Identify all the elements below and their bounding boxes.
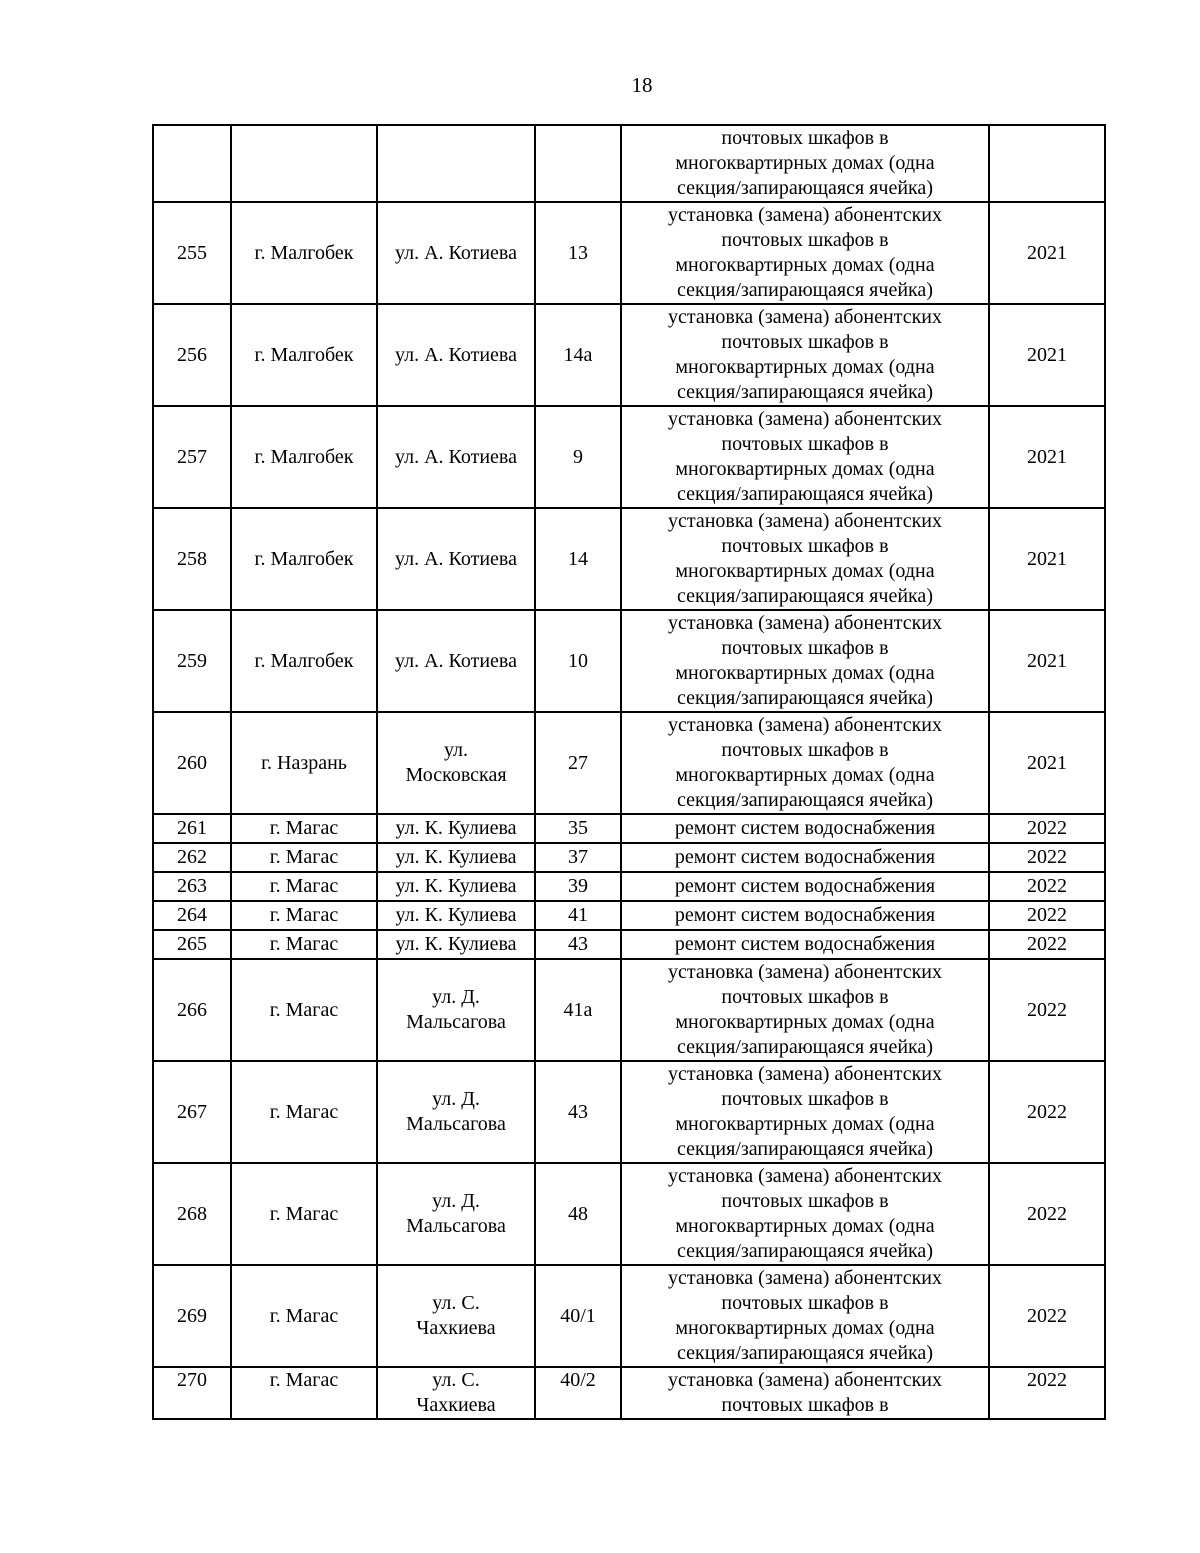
cell-city: г. Магас [231,1163,377,1265]
cell-city: г. Малгобек [231,304,377,406]
cell-num: 262 [153,843,231,872]
cell-year: 2022 [989,1265,1105,1367]
cell-house: 14а [535,304,621,406]
cell-work: установка (замена) абонентских почтовых шкафов в многоквартирных домах (одна секция/запирающаяся ячейка) [621,1061,989,1163]
cell-city: г. Магас [231,843,377,872]
cell-num: 255 [153,202,231,304]
cell-num: 257 [153,406,231,508]
cell-num: 259 [153,610,231,712]
cell-street: ул. А. Котиева [377,406,535,508]
cell-street: ул. Д. Мальсагова [377,959,535,1061]
cell-house: 35 [535,814,621,843]
cell-work: установка (замена) абонентских почтовых шкафов в многоквартирных домах (одна секция/запирающаяся ячейка) [621,1265,989,1367]
cell-num: 270 [153,1367,231,1419]
cell-house: 48 [535,1163,621,1265]
cell-work: ремонт систем водоснабжения [621,814,989,843]
table-row [153,1265,1105,1367]
cell-work: установка (замена) абонентских почтовых шкафов в [621,1367,989,1419]
cell-street [377,125,535,202]
cell-street: ул. К. Кулиева [377,814,535,843]
cell-city: г. Магас [231,1367,377,1419]
table-row [153,959,1105,1061]
cell-city: г. Магас [231,930,377,959]
cell-num: 260 [153,712,231,814]
cell-year: 2021 [989,406,1105,508]
table-row [153,843,1105,872]
cell-street: ул. А. Котиева [377,610,535,712]
cell-year: 2021 [989,202,1105,304]
cell-num: 264 [153,901,231,930]
cell-year [989,125,1105,202]
cell-house: 43 [535,1061,621,1163]
cell-street: ул. С. Чахкиева [377,1367,535,1419]
cell-city: г. Магас [231,1265,377,1367]
cell-work: почтовых шкафов в многоквартирных домах (одна секция/запирающаяся ячейка) [621,125,989,202]
cell-work: установка (замена) абонентских почтовых шкафов в многоквартирных домах (одна секция/запирающаяся ячейка) [621,406,989,508]
cell-house: 40/2 [535,1367,621,1419]
cell-work: ремонт систем водоснабжения [621,930,989,959]
cell-year: 2021 [989,304,1105,406]
cell-house [535,125,621,202]
cell-city: г. Малгобек [231,508,377,610]
cell-work: ремонт систем водоснабжения [621,901,989,930]
table-row [153,872,1105,901]
table-row [153,508,1105,610]
cell-house: 27 [535,712,621,814]
cell-num: 256 [153,304,231,406]
cell-work: установка (замена) абонентских почтовых шкафов в многоквартирных домах (одна секция/запирающаяся ячейка) [621,1163,989,1265]
cell-year: 2022 [989,1061,1105,1163]
cell-year: 2022 [989,1163,1105,1265]
cell-num [153,125,231,202]
table-row [153,406,1105,508]
cell-num: 269 [153,1265,231,1367]
cell-city: г. Малгобек [231,610,377,712]
cell-house: 40/1 [535,1265,621,1367]
cell-year: 2022 [989,872,1105,901]
cell-city: г. Малгобек [231,202,377,304]
cell-street: ул. А. Котиева [377,508,535,610]
cell-num: 265 [153,930,231,959]
cell-city: г. Магас [231,872,377,901]
cell-house: 14 [535,508,621,610]
cell-house: 37 [535,843,621,872]
cell-city [231,125,377,202]
cell-house: 13 [535,202,621,304]
cell-house: 41а [535,959,621,1061]
cell-city: г. Магас [231,1061,377,1163]
cell-street: ул. К. Кулиева [377,843,535,872]
cell-work: установка (замена) абонентских почтовых шкафов в многоквартирных домах (одна секция/запирающаяся ячейка) [621,959,989,1061]
cell-work: ремонт систем водоснабжения [621,843,989,872]
table-row [153,304,1105,406]
table-row [153,814,1105,843]
table-row [153,202,1105,304]
cell-city: г. Магас [231,814,377,843]
cell-year: 2022 [989,814,1105,843]
cell-house: 43 [535,930,621,959]
cell-street: ул. Д. Мальсагова [377,1163,535,1265]
cell-num: 258 [153,508,231,610]
cell-city: г. Магас [231,959,377,1061]
cell-city: г. Малгобек [231,406,377,508]
cell-year: 2022 [989,1367,1105,1419]
table-row [153,610,1105,712]
cell-num: 266 [153,959,231,1061]
cell-num: 261 [153,814,231,843]
cell-num: 263 [153,872,231,901]
cell-work: установка (замена) абонентских почтовых шкафов в многоквартирных домах (одна секция/запирающаяся ячейка) [621,610,989,712]
cell-year: 2021 [989,712,1105,814]
cell-street: ул. К. Кулиева [377,930,535,959]
cell-street: ул. А. Котиева [377,304,535,406]
table-row [153,1367,1105,1419]
table-row [153,1061,1105,1163]
cell-year: 2022 [989,843,1105,872]
cell-year: 2021 [989,508,1105,610]
cell-city: г. Назрань [231,712,377,814]
table-row [153,712,1105,814]
table-row [153,930,1105,959]
cell-house: 10 [535,610,621,712]
cell-num: 267 [153,1061,231,1163]
cell-work: установка (замена) абонентских почтовых шкафов в многоквартирных домах (одна секция/запирающаяся ячейка) [621,304,989,406]
cell-num: 268 [153,1163,231,1265]
cell-year: 2022 [989,959,1105,1061]
cell-work: установка (замена) абонентских почтовых шкафов в многоквартирных домах (одна секция/запирающаяся ячейка) [621,508,989,610]
cell-year: 2022 [989,930,1105,959]
cell-street: ул. К. Кулиева [377,901,535,930]
cell-street: ул. С. Чахкиева [377,1265,535,1367]
cell-house: 9 [535,406,621,508]
address-table [152,124,1106,1420]
cell-work: установка (замена) абонентских почтовых шкафов в многоквартирных домах (одна секция/запирающаяся ячейка) [621,202,989,304]
cell-street: ул. К. Кулиева [377,872,535,901]
cell-work: установка (замена) абонентских почтовых шкафов в многоквартирных домах (одна секция/запирающаяся ячейка) [621,712,989,814]
cell-work: ремонт систем водоснабжения [621,872,989,901]
table-row [153,1163,1105,1265]
cell-year: 2022 [989,901,1105,930]
table-row-continued [153,125,1105,202]
cell-year: 2021 [989,610,1105,712]
cell-street: ул. Д. Мальсагова [377,1061,535,1163]
table-row [153,901,1105,930]
cell-city: г. Магас [231,901,377,930]
page-number: 18 [631,73,653,97]
cell-house: 39 [535,872,621,901]
cell-house: 41 [535,901,621,930]
cell-street: ул. Московская [377,712,535,814]
cell-street: ул. А. Котиева [377,202,535,304]
